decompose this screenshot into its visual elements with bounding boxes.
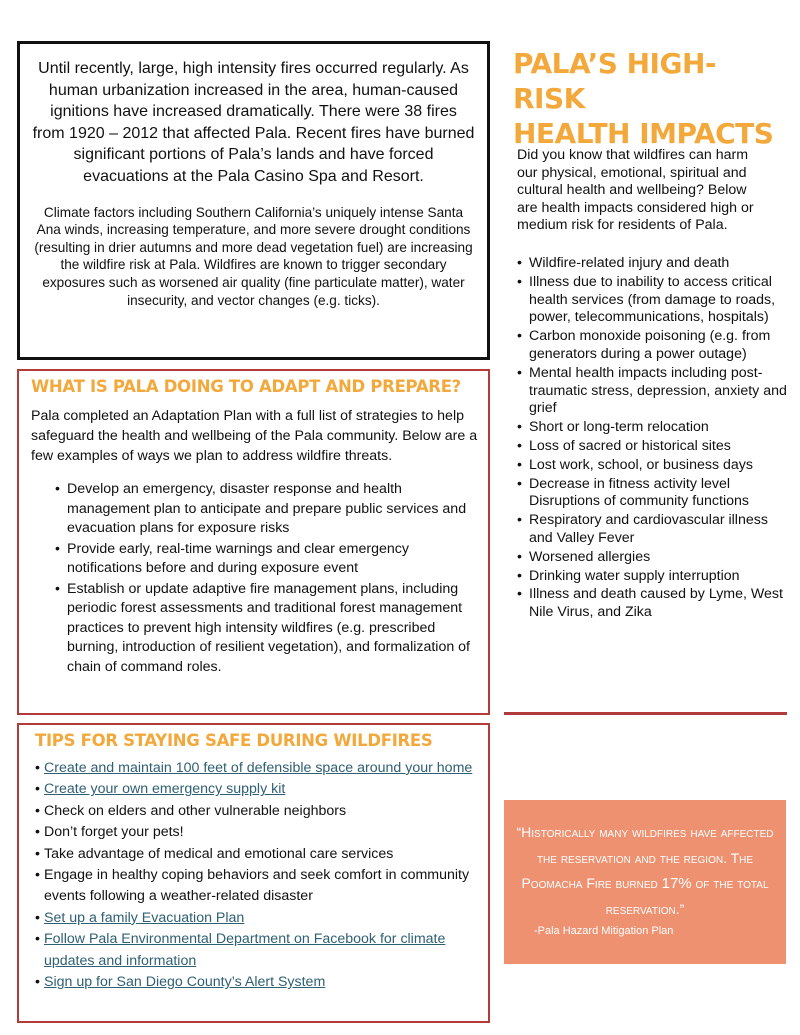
- health-item: • Mental health impacts including post-traumatic stress, depression, anxiety and grief: [517, 365, 788, 418]
- tip-item: • Engage in healthy coping behaviors and seek comfort in community events following a weather-related disaster: [35, 865, 480, 908]
- quote-body: “Historically many wildfires have affected the reservation and the region. The Poomacha Fire burned: [516, 824, 774, 891]
- intro-paragraph-2: Climate factors including Southern California’s uniquely intense Santa Ana winds, increasing temperature, and more severe drought conditions (resulting in drier autumns and more dead vegetation fuel) are increasing the wildfire risk at Pala. Wildfires are known to trigger secondary exposures such as worsened air quality (fine particulate matter), water insecurity, and vector changes (e.g. ticks).: [34, 204, 473, 308]
- health-impacts-section: [508, 46, 788, 623]
- tip-item: • Check on elders and other vulnerable neighbors: [35, 801, 480, 822]
- tip-item: [35, 972, 480, 993]
- quote-text: [514, 820, 776, 922]
- evacuation-plan-link[interactable]: Set up a family Evacuation Plan: [44, 909, 245, 926]
- health-item: • Loss of sacred or historical sites: [517, 438, 788, 456]
- tip-item: [35, 908, 480, 929]
- alert-system-link[interactable]: Sign up for San Diego County’s Alert System: [44, 974, 326, 991]
- health-item: • Short or long-term relocation: [517, 419, 788, 437]
- facebook-link[interactable]: Follow Pala Environmental Department on Facebook for climate updates and information: [44, 931, 446, 969]
- health-item: • Worsened allergies: [517, 549, 788, 567]
- health-intro: Did you know that wildfires can harm our physical, emotional, spiritual and cultural health and wellbeing? Below are health impacts considered high or medium risk for residents of Pala.: [517, 147, 754, 234]
- health-item: • Illness and death caused by Lyme, West Nile Virus, and Zika: [517, 586, 788, 622]
- tips-list: [35, 758, 480, 993]
- adapt-section: [17, 369, 490, 715]
- health-item: • Respiratory and cardiovascular illness and Valley Fever: [517, 512, 788, 548]
- tip-item: • Don’t forget your pets!: [35, 822, 480, 843]
- tip-item: [35, 929, 480, 972]
- health-item: • Carbon monoxide poisoning (e.g. from generators during a power outage): [517, 328, 788, 364]
- adapt-item: • Develop an emergency, disaster response and health management plan to anticipate and prepare public services and evacuation plans for exposure risks: [55, 480, 478, 539]
- section-divider: [504, 712, 787, 715]
- health-title: [513, 46, 788, 151]
- tips-heading: TIPS FOR STAYING SAFE DURING WILDFIRES: [35, 731, 433, 750]
- supply-kit-link[interactable]: Create your own emergency supply kit: [44, 781, 286, 798]
- health-title-line-1: PALA’S HIGH- RISK: [513, 47, 717, 115]
- health-item: • Illness due to inability to access critical health services (from damage to roads, power, telecommunications, hospitals): [517, 274, 788, 327]
- adapt-item: • Provide early, real-time warnings and clear emergency notifications before and during exposure event: [55, 540, 478, 579]
- quote-box: [504, 800, 786, 964]
- adapt-body: Pala completed an Adaptation Plan with a full list of strategies to help safeguard the health and wellbeing of the Pala community. Below are a few examples of ways we plan to address wildfire threats.: [31, 408, 478, 464]
- quote-percent: 17%: [661, 875, 692, 892]
- intro-box: [17, 41, 490, 360]
- health-item: • Decrease in fitness activity level Disruptions of community functions: [517, 476, 788, 512]
- adapt-item: • Establish or update adaptive fire management plans, including periodic forest assessments and traditional forest management practices to prevent high intensity wildfires (e.g. prescribed burning, introduction of resilient vegetation), and formalization of chain of command roles.: [55, 580, 478, 678]
- health-item: • Wildfire-related injury and death: [517, 255, 788, 273]
- tips-section: [17, 723, 490, 1023]
- tip-item: • Take advantage of medical and emotional care services: [35, 844, 480, 865]
- adapt-heading: WHAT IS PALA DOING TO ADAPT AND PREPARE?: [31, 377, 461, 396]
- health-item: • Drinking water supply interruption: [517, 568, 788, 586]
- adapt-list: [31, 480, 478, 677]
- health-title-line-2: HEALTH IMPACTS: [513, 117, 774, 150]
- intro-paragraph-1: Until recently, large, high intensity fires occurred regularly. As human urbanization increased in the area, human-caused ignitions have increased dramatically. There were 38 fires from 1920 – 2012 that affected Pala. Recent fires have burned significant portions of Pala’s lands and have forced evacuations at the Pala Casino Spa and Resort.: [32, 60, 475, 185]
- tip-item: [35, 758, 480, 779]
- health-item: • Lost work, school, or business days: [517, 457, 788, 475]
- quote-source: -Pala Hazard Mitigation Plan: [534, 925, 674, 937]
- health-list: [508, 255, 788, 622]
- tip-item: [35, 779, 480, 800]
- defensible-space-link[interactable]: Create and maintain 100 feet of defensible space around your home: [44, 760, 473, 776]
- quote-body-end: of the total reservation.”: [605, 875, 769, 917]
